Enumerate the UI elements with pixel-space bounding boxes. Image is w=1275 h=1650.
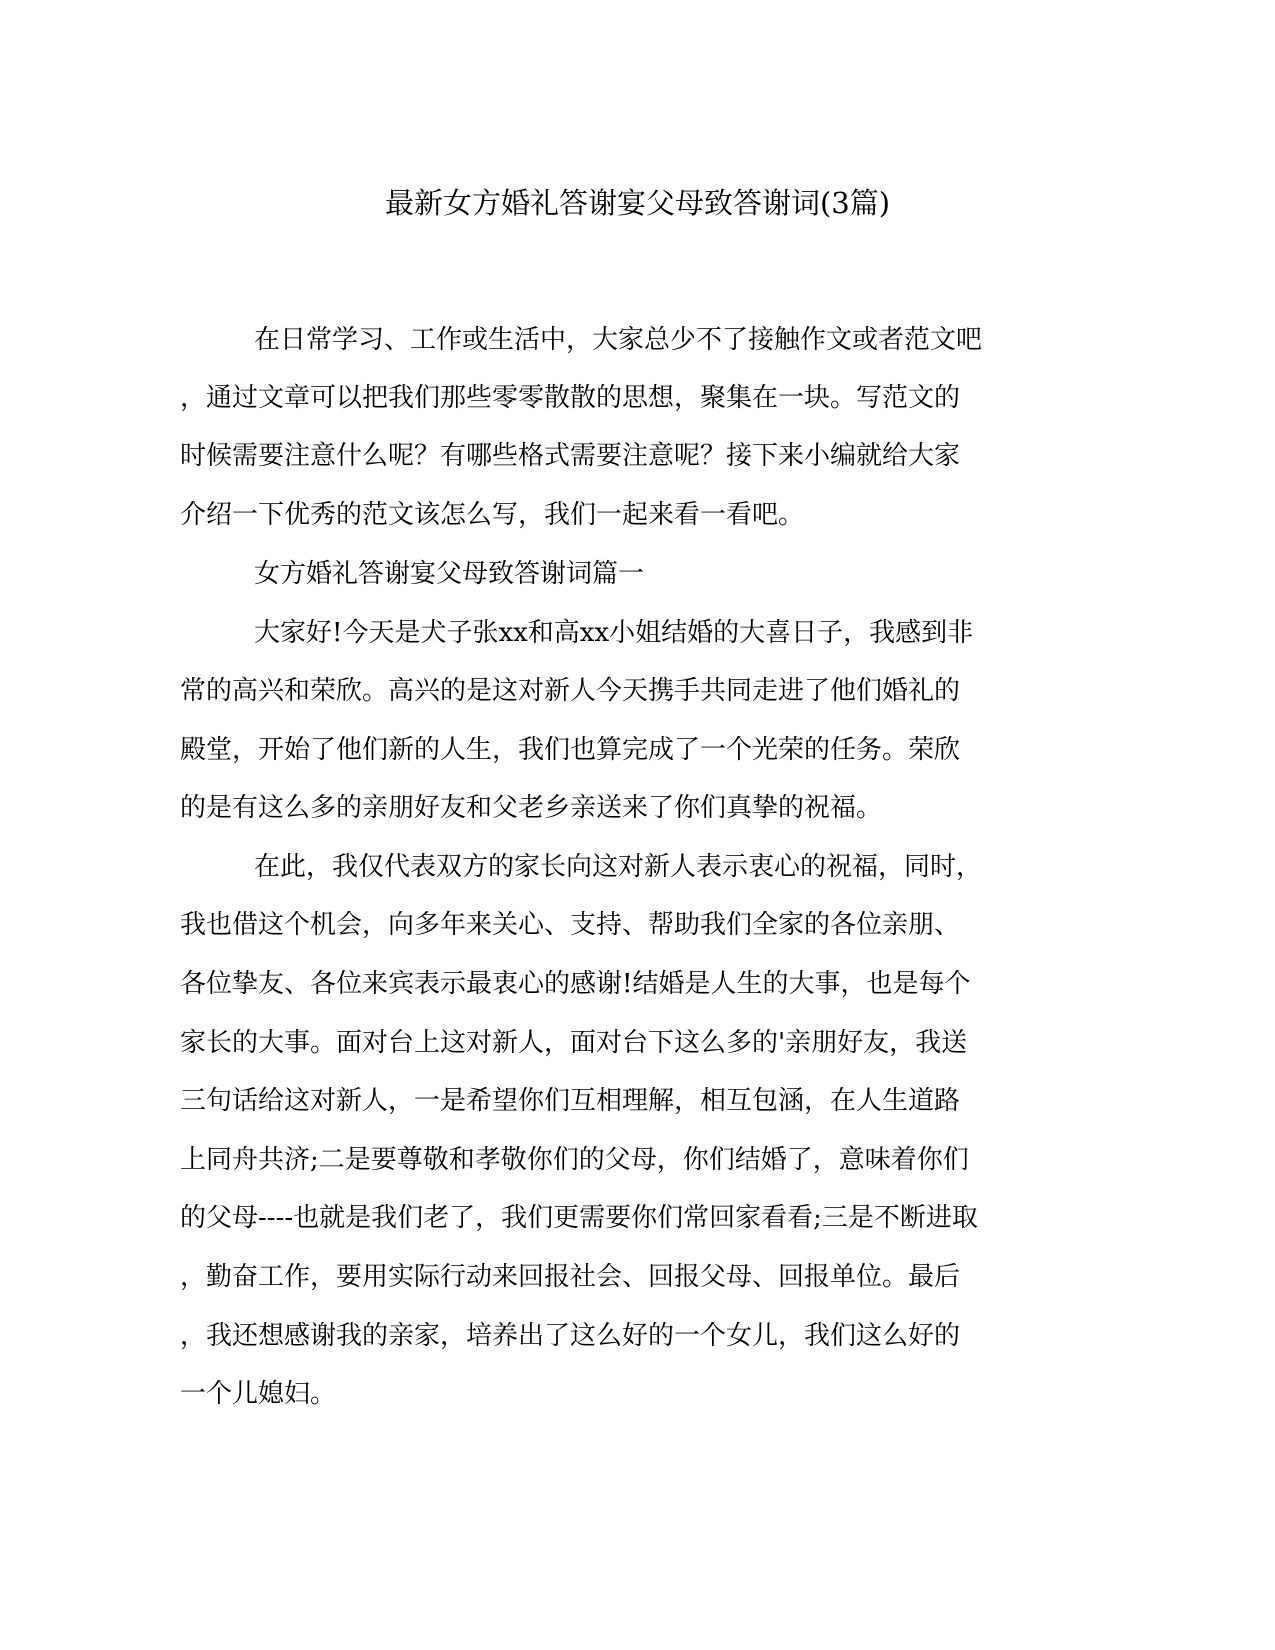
paragraph-line: 时候需要注意什么呢？有哪些格式需要注意呢？接下来小编就给大家 — [180, 441, 961, 471]
paragraph-line: 上同舟共济;二是要尊敬和孝敬你们的父母，你们结婚了，意味着你们 — [180, 1145, 969, 1175]
paragraph-line: 殿堂，开始了他们新的人生，我们也算完成了一个光荣的任务。荣欣 — [180, 735, 961, 765]
paragraph-line: 常的高兴和荣欣。高兴的是这对新人今天携手共同走进了他们婚礼的 — [180, 676, 961, 706]
paragraph-line: ，通过文章可以把我们那些零零散散的思想，聚集在一块。写范文的 — [180, 383, 961, 413]
paragraph-line: 各位挚友、各位来宾表示最衷心的感谢!结婚是人生的大事，也是每个 — [180, 969, 971, 999]
document-title: 最新女方婚礼答谢宴父母致答谢词(3篇) — [384, 186, 891, 220]
paragraph-line: 一个儿媳妇。 — [180, 1379, 337, 1409]
paragraph-line: 在此，我仅代表双方的家长向这对新人表示衷心的祝福，同时， — [254, 852, 983, 882]
paragraph-line: 介绍一下优秀的范文该怎么写，我们一起来看一看吧。 — [180, 500, 805, 530]
paragraph-line: 大家好!今天是犬子张xx和高xx小姐结婚的大喜日子，我感到非 — [254, 618, 974, 648]
paragraph-line: 家长的大事。面对台上这对新人，面对台下这么多的'亲朋好友，我送 — [180, 1028, 968, 1058]
paragraph-line: 的是有这么多的亲朋好友和父老乡亲送来了你们真挚的祝福。 — [180, 793, 883, 823]
paragraph-line: 的父母----也就是我们老了，我们更需要你们常回家看看;三是不断进取 — [180, 1203, 978, 1233]
section-heading: 女方婚礼答谢宴父母致答谢词篇一 — [254, 559, 645, 589]
paragraph-line: 三句话给这对新人，一是希望你们互相理解，相互包涵，在人生道路 — [180, 1086, 961, 1116]
paragraph-line: 我也借这个机会，向多年来关心、支持、帮助我们全家的各位亲朋、 — [180, 910, 961, 940]
paragraph-line: ，我还想感谢我的亲家，培养出了这么好的一个女儿，我们这么好的 — [180, 1321, 961, 1351]
paragraph-line: 在日常学习、工作或生活中，大家总少不了接触作文或者范文吧 — [254, 325, 983, 355]
paragraph-line: ，勤奋工作，要用实际行动来回报社会、回报父母、回报单位。最后 — [180, 1262, 961, 1292]
